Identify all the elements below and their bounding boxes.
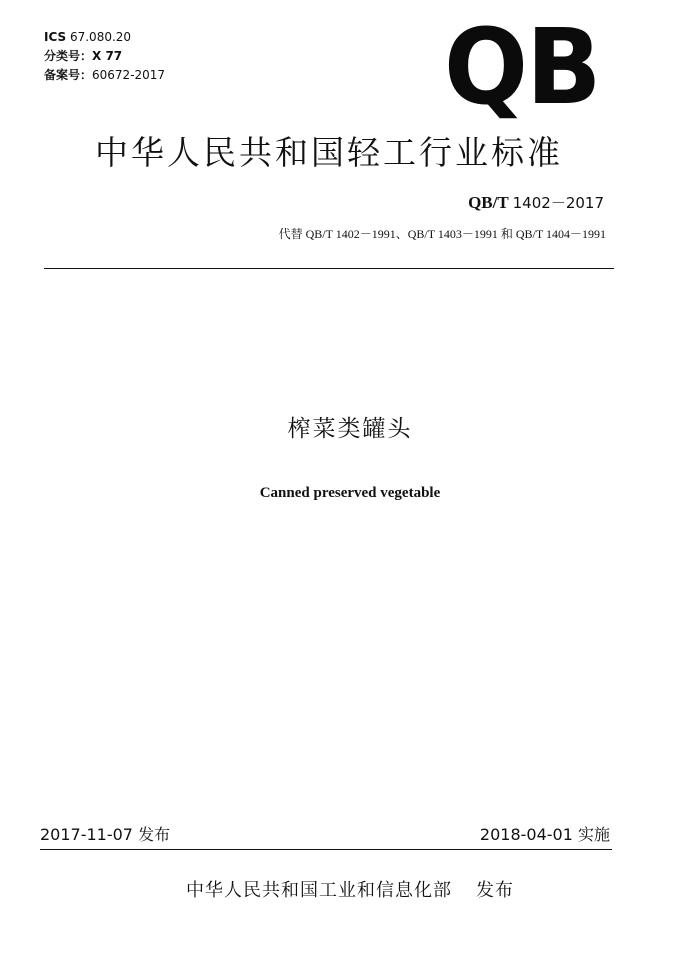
footer-divider <box>40 849 612 850</box>
record-value: 60672-2017 <box>92 68 166 82</box>
category-value: X 77 <box>92 49 123 63</box>
standard-prefix: QB/T <box>468 193 509 212</box>
metadata-block <box>44 28 165 85</box>
issuer-action: 发布 <box>476 880 514 901</box>
ics-value: 67.080.20 <box>69 30 132 44</box>
ics-label: ICS <box>44 30 67 44</box>
standard-number-value: 1402－2017 <box>512 194 604 212</box>
document-name-cn: 榨菜类罐头 <box>287 416 413 442</box>
implement-date: 2018-04-01 实施 <box>479 825 610 844</box>
issuer-name: 中华人民共和国工业和信息化部 <box>186 880 452 901</box>
ics-line <box>44 28 165 47</box>
standard-number <box>468 192 604 213</box>
header-divider <box>44 268 614 269</box>
issue-date: 2017-11-07 发布 <box>40 825 171 844</box>
page-title: 中华人民共和国轻工行业标准 <box>95 133 563 172</box>
category-label: 分类号： <box>44 49 93 63</box>
document-name-en: Canned preserved vegetable <box>259 485 441 501</box>
record-line <box>44 66 165 85</box>
replaces-note: 代替 QB/T 1402－1991、QB/T 1403－1991 和 QB/T 1404－1991 <box>278 227 606 241</box>
issuer <box>0 876 700 902</box>
record-label: 备案号： <box>44 68 93 82</box>
qb-logo: QB <box>444 6 600 128</box>
category-line <box>44 47 165 66</box>
